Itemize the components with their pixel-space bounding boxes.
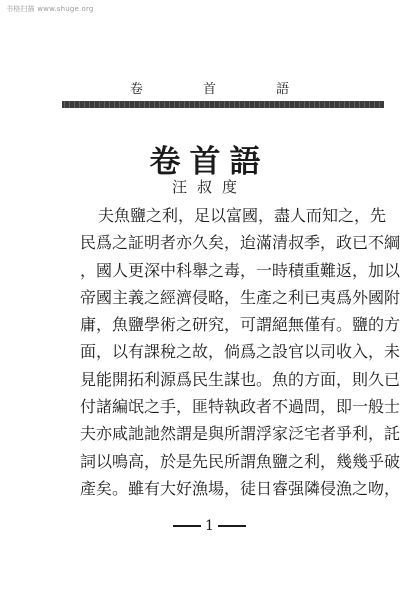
text-line: 產矣。雖有大好漁場，徒日睿强隣侵漁之吻，: [80, 478, 401, 498]
running-head-char: 首: [202, 82, 216, 97]
page-number-value: 1: [205, 518, 214, 534]
text-line: 夫亦咸訑訑然謂是與所謂浮家泛宅者爭利，託: [80, 424, 401, 444]
text-line: 見能開拓利源爲民生謀也。魚的方面，則久已: [80, 369, 401, 389]
author-name: 汪叔度: [171, 178, 247, 196]
text-line: ，國人更深中科舉之毒，一時積重難返，加以: [80, 260, 401, 280]
header-divider: [62, 101, 384, 108]
page-number-dash: [218, 525, 246, 527]
text-line: 詞以鳴高，於是先民所謂魚鹽之利，幾幾乎破: [80, 451, 401, 471]
watermark-text: 书格扫描 www.shuge.org: [6, 5, 94, 13]
text-line: 夫魚鹽之利，足以富國，盡人而知之，先: [98, 206, 387, 225]
text-line: 民爲之証明者亦久矣，迨滿清叔季，政已不綱: [80, 233, 401, 253]
running-head: [0, 78, 419, 97]
page-number-dash: [173, 525, 201, 527]
text-line: 庸，魚鹽學術之研究，可謂絕無僅有。鹽的方: [80, 315, 401, 335]
text-line: 帝國主義之經濟侵略，生產之利已夷爲外國附: [80, 287, 401, 307]
running-head-char: 卷: [129, 82, 143, 97]
page-number: [0, 518, 419, 534]
running-head-char: 語: [276, 82, 290, 97]
body-text: [80, 202, 401, 502]
text-line: 面，以有課稅之故，倘爲之設官以司收入，未: [80, 342, 401, 362]
text-line: 付諸編氓之手，匪特執政者不過問，即一般士: [80, 397, 401, 417]
page-title: 卷首語: [149, 144, 270, 180]
